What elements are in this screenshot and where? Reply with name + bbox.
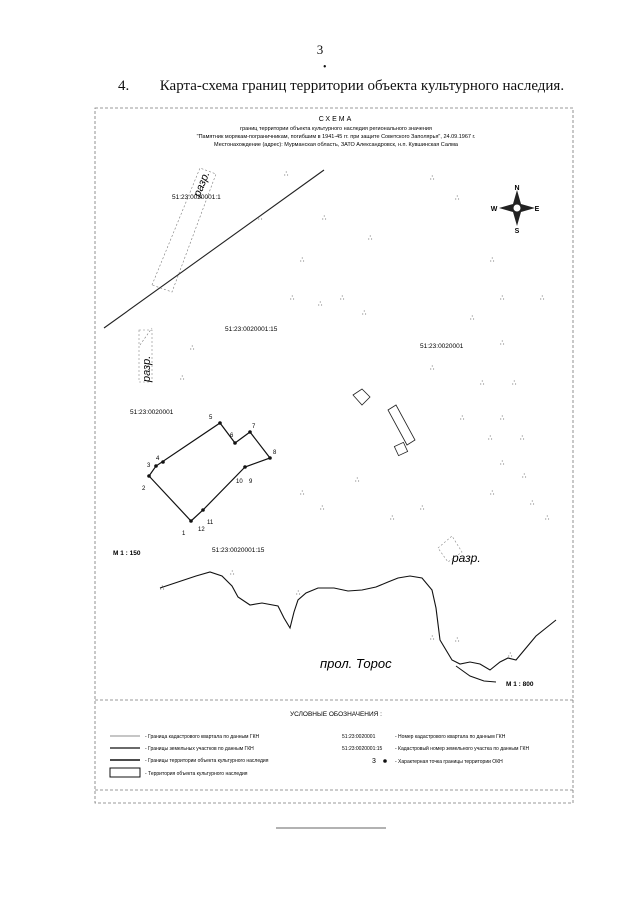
point-label-8: 8 [273, 450, 277, 456]
boundary-point [147, 474, 151, 478]
boundary-point [243, 465, 247, 469]
boundary-point [189, 519, 193, 523]
page-number: 3 [316, 42, 324, 57]
vegetation-mark: ∴ [470, 315, 475, 322]
vegetation-mark: ∴ [355, 477, 360, 484]
point-label-2: 2 [142, 486, 146, 492]
legend-right-sample-2: 51:23:0020001:15 [342, 746, 383, 752]
vegetation-mark: ∴ [322, 215, 327, 222]
compass-rose [491, 185, 540, 235]
legend-right-item-3: - Характерная точка границы территории ОКН [395, 759, 503, 765]
vegetation-mark: ∴ [300, 257, 305, 264]
boundary-point [161, 460, 165, 464]
vegetation-mark: ∴ [455, 637, 460, 644]
vegetation-mark: ∴ [318, 301, 323, 308]
map-frame [95, 108, 573, 803]
coastline-bottom [456, 666, 496, 682]
vegetation-mark: ∴ [290, 295, 295, 302]
point-label-7: 7 [252, 424, 256, 430]
vegetation-mark: ∴ [430, 365, 435, 372]
vegetation-mark: ∴ [430, 635, 435, 642]
legend-title: УСЛОВНЫЕ ОБОЗНАЧЕНИЯ : [290, 711, 382, 718]
vegetation-mark: ∴ [522, 473, 527, 480]
stray-mark: • [323, 62, 327, 73]
scheme-location: Местонахождение (адрес): Мурманская область, ЗАТО Александровск, н.п. Кувшинская Салма [214, 142, 458, 148]
vegetation-mark: ∴ [500, 295, 505, 302]
vegetation-mark: ∴ [230, 570, 235, 577]
legend-swatch-heritage-territory [110, 768, 140, 777]
scheme-title: СХЕМА [318, 116, 354, 123]
vegetation-mark: ∴ [540, 295, 545, 302]
vegetation-mark: ∴ [460, 415, 465, 422]
boundary-point [268, 456, 272, 460]
map-text [113, 170, 534, 688]
vegetation-mark: ∴ [368, 235, 373, 242]
vegetation-mark: ∴ [455, 195, 460, 202]
vegetation-mark: ∴ [430, 175, 435, 182]
point-label-1: 1 [182, 531, 186, 537]
boundary-point [201, 508, 205, 512]
label-razr-left: разр. [141, 355, 153, 382]
legend-item-2: - Границы земельных участков по данным ГКН [145, 746, 254, 752]
legend-item-1: - Граница кадастрового квартала по данным ГКН [145, 734, 260, 740]
vegetation-mark: ∴ [520, 435, 525, 442]
point-label-10: 10 [236, 479, 243, 485]
compass-north: N [514, 185, 520, 192]
compass-center [513, 204, 521, 212]
label-scale-right: М 1 : 800 [506, 681, 534, 688]
vegetation-mark: ∴ [362, 310, 367, 317]
vegetation-mark: ∴ [480, 380, 485, 387]
vegetation-mark: ∴ [500, 460, 505, 467]
label-quarter-right: 51:23:0020001 [420, 343, 464, 350]
point-label-4: 4 [156, 456, 160, 462]
label-quarter-left: 51:23:0020001 [130, 409, 174, 416]
legend-item-4: - Территория объекта культурного наследия [145, 771, 248, 777]
vegetation-mark: ∴ [500, 340, 505, 347]
point-label-3: 3 [147, 463, 151, 469]
vegetation-mark: ∴ [420, 505, 425, 512]
compass-east: E [534, 206, 540, 213]
vegetation-mark: ∴ [340, 295, 345, 302]
vegetation-mark: ∴ [500, 415, 505, 422]
boundary-point [154, 464, 158, 468]
vegetation-mark: ∴ [490, 490, 495, 497]
label-parcel-1: 51:23:0020001:1 [172, 194, 221, 201]
road-dashed [140, 328, 152, 345]
boundary-point [248, 430, 252, 434]
point-labels [142, 415, 277, 537]
vegetation-mark: ∴ [320, 505, 325, 512]
vegetation-mark: ∴ [296, 590, 301, 597]
label-razr-top: разр. [191, 169, 213, 199]
vegetation-mark: ∴ [488, 435, 493, 442]
legend-item-3: - Границы территории объекта культурного наследия [145, 758, 269, 764]
legend-point-dot [383, 759, 387, 763]
point-label-11: 11 [207, 520, 214, 526]
section-number: 4. [118, 78, 130, 94]
building-1 [353, 389, 370, 405]
legend-right [342, 734, 529, 765]
scheme-subtitle-1: границ территории объекта культурного наследия регионального значения [240, 126, 432, 132]
boundary-point [233, 441, 237, 445]
vegetation-mark: ∴ [490, 257, 495, 264]
vegetation-mark: ∴ [508, 652, 513, 659]
legend-left [110, 734, 269, 777]
vegetation-mark: ∴ [258, 215, 263, 222]
legend-right-sample-1: 51:23:0020001 [342, 734, 376, 740]
vegetation-mark: ∴ [512, 380, 517, 387]
building-3 [394, 442, 407, 455]
compass-west: W [490, 206, 498, 213]
vegetation-symbols [160, 171, 550, 659]
section-title: Карта-схема границ территории объекта культурного наследия. [159, 78, 565, 94]
vegetation-mark: ∴ [180, 375, 185, 382]
label-razr-right: разр. [452, 551, 481, 565]
vegetation-mark: ∴ [545, 515, 550, 522]
point-label-5: 5 [209, 415, 213, 421]
vegetation-mark: ∴ [390, 515, 395, 522]
point-label-6: 6 [230, 433, 234, 439]
label-parcel-15-top: 51:23:0020001:15 [225, 326, 278, 333]
vegetation-mark: ∴ [300, 490, 305, 497]
label-strait: прол. Торос [320, 656, 392, 671]
legend-right-item-1: - Номер кадастрового квартала по данным ГКН [395, 734, 506, 740]
label-parcel-15-bottom: 51:23:0020001:15 [212, 547, 265, 554]
legend-right-sample-3: 3 [372, 758, 376, 765]
legend-right-item-2: - Кадастровый номер земельного участка по данным ГКН [395, 746, 530, 752]
vegetation-mark: ∴ [284, 171, 289, 178]
point-label-9: 9 [249, 479, 253, 485]
vegetation-mark: ∴ [160, 585, 165, 592]
heritage-territory-boundary [149, 423, 270, 521]
scheme-subtitle-2: "Памятник морякам-пограничникам, погибшим в 1941-45 гг. при защите Советского Заполярья", 24.09.1967 г. [196, 134, 476, 140]
building-2 [388, 405, 415, 445]
point-label-12: 12 [198, 527, 205, 533]
compass-south: S [514, 228, 520, 235]
boundary-point [218, 421, 222, 425]
label-scale-left: М 1 : 150 [113, 550, 141, 557]
vegetation-mark: ∴ [190, 345, 195, 352]
vegetation-mark: ∴ [530, 500, 535, 507]
